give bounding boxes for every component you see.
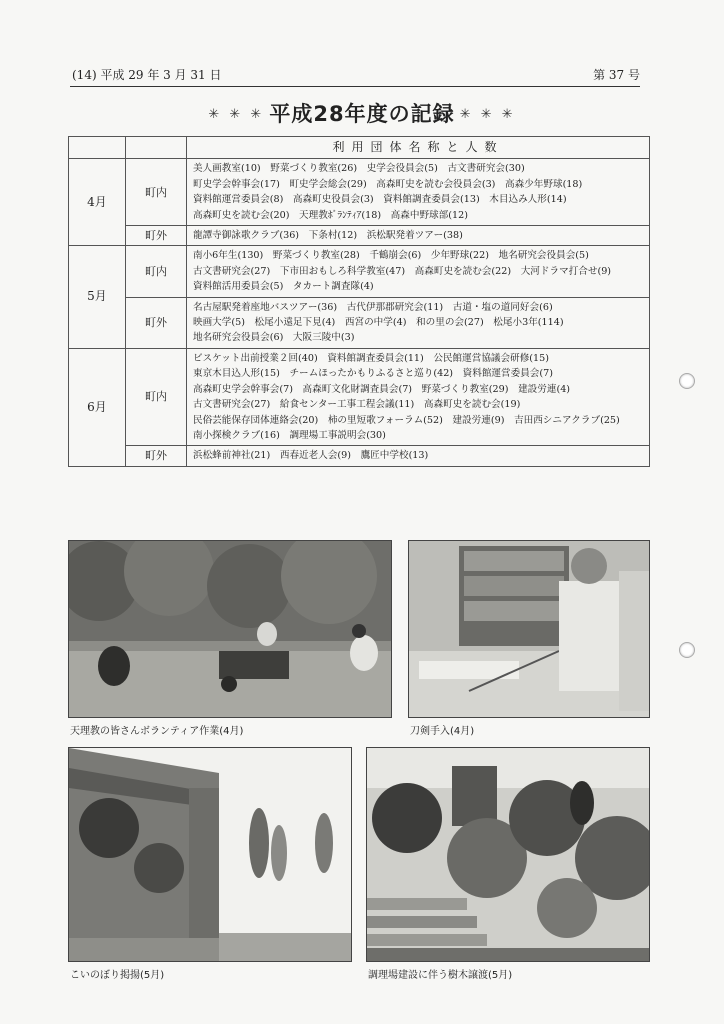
star-ornament-right: ✳ ✳ ✳ xyxy=(459,107,516,122)
photo-carp-streamers xyxy=(68,747,352,962)
area-cell: 町外 xyxy=(126,226,187,246)
list-line: 映画大学(5) 松尾小遠足下見(4) 西宮の中学(4) 和の里の会(27) 松尾小3年(114) xyxy=(193,317,564,329)
table-header-blank xyxy=(69,137,126,159)
group-list xyxy=(187,226,650,246)
list-line: ビスケット出前授業２回(40) 資料館調査委員会(11) 公民館運営協議会研修(15) xyxy=(193,352,550,364)
group-list xyxy=(187,297,650,348)
list-line: 町史学会幹事会(17) 町史学会総会(29) 高森町史を読む会役員会(3) 高森少年野球(18) xyxy=(193,178,583,190)
month-cell: 4月 xyxy=(69,159,126,246)
issue-date: (14) 平成 29 年 3 月 31 日 xyxy=(72,68,222,82)
table-row xyxy=(69,297,650,348)
photo-caption: 調理場建設に伴う樹木譲渡(5月) xyxy=(368,970,513,981)
list-line: 高森町史を読む会(20) 天理教ﾎﾞﾗﾝﾃｨｱ(18) 高森中野球部(12) xyxy=(193,209,468,221)
table-row xyxy=(69,159,650,226)
binder-hole xyxy=(679,373,695,389)
list-line: 浜松蜂前神社(21) 西春近老人会(9) 鷹匠中学校(13) xyxy=(193,450,429,462)
star-ornament-left: ✳ ✳ ✳ xyxy=(208,107,265,122)
table-header-row xyxy=(69,137,650,159)
group-list xyxy=(187,446,650,466)
list-line: 龍譚寺御詠歌クラブ(36) 下条村(12) 浜松駅発着ツアー(38) xyxy=(193,230,463,242)
area-cell: 町外 xyxy=(126,446,187,466)
group-list xyxy=(187,246,650,297)
area-cell: 町内 xyxy=(126,159,187,226)
usage-record-table xyxy=(68,136,650,467)
group-list xyxy=(187,159,650,226)
list-line: 東京木目込人形(15) チームほったかもりふるさと巡り(42) 資料館運営委員会(7) xyxy=(193,368,553,380)
page-title xyxy=(0,98,724,128)
list-line: 民俗芸能保存団体連絡会(20) 柿の里短歌フォーラム(52) 建設労連(9) 吉田西シニアクラブ(25) xyxy=(193,414,620,426)
month-cell: 6月 xyxy=(69,348,126,466)
list-line: 古文書研究会(27) 給食センター工事工程会議(11) 高森町史を読む会(19) xyxy=(193,399,521,411)
photo-tree-transfer xyxy=(366,747,650,962)
photo-volunteer-work xyxy=(68,540,392,718)
month-cell: 5月 xyxy=(69,246,126,348)
group-list xyxy=(187,348,650,445)
binder-hole xyxy=(679,642,695,658)
photo-caption: 天理教の皆さんボランティア作業(4月) xyxy=(70,726,244,737)
issue-number: 第 37 号 xyxy=(593,68,640,82)
table-row xyxy=(69,226,650,246)
title-text: 平成28年度の記録 xyxy=(269,102,455,126)
header-rule xyxy=(70,86,640,87)
list-line: 地名研究会役員会(6) 大阪三陵中(3) xyxy=(193,332,355,344)
list-line: 美人画教室(10) 野菜づくり教室(26) 史学会役員会(5) 古文書研究会(30) xyxy=(193,163,525,175)
list-line: 南小6年生(130) 野菜づくり教室(28) 千鶴崩会(6) 少年野球(22) 地名研究会役員会(5) xyxy=(193,250,589,262)
area-cell: 町内 xyxy=(126,246,187,297)
photo-sword-care xyxy=(408,540,650,718)
table-row xyxy=(69,348,650,445)
list-line: 南小探検クラブ(16) 調理場工事説明会(30) xyxy=(193,429,386,441)
table-header-blank xyxy=(126,137,187,159)
area-cell: 町内 xyxy=(126,348,187,445)
table-header: 利用団体名称と人数 xyxy=(187,137,650,159)
area-cell: 町外 xyxy=(126,297,187,348)
table-row xyxy=(69,446,650,466)
photo-caption: こいのぼり掲揚(5月) xyxy=(70,970,165,981)
list-line: 古文書研究会(27) 下市田おもしろ科学教室(47) 高森町史を読む会(22) 大河ドラマ打合せ(9) xyxy=(193,265,612,277)
list-line: 資料館活用委員会(5) タカート調査隊(4) xyxy=(193,281,374,293)
list-line: 名古屋駅発着座地バスツアー(36) 古代伊那郡研究会(11) 古道・塩の道同好会(6) xyxy=(193,301,553,313)
list-line: 資料館運営委員会(8) 高森町史役員会(3) 資料館調査委員会(13) 木目込み人形(14) xyxy=(193,194,567,206)
list-line: 高森町史学会幹事会(7) 高森町文化財調査員会(7) 野菜づくり教室(29) 建設労連(4) xyxy=(193,383,571,395)
photo-caption: 刀剣手入(4月) xyxy=(410,726,475,737)
table-row xyxy=(69,246,650,297)
